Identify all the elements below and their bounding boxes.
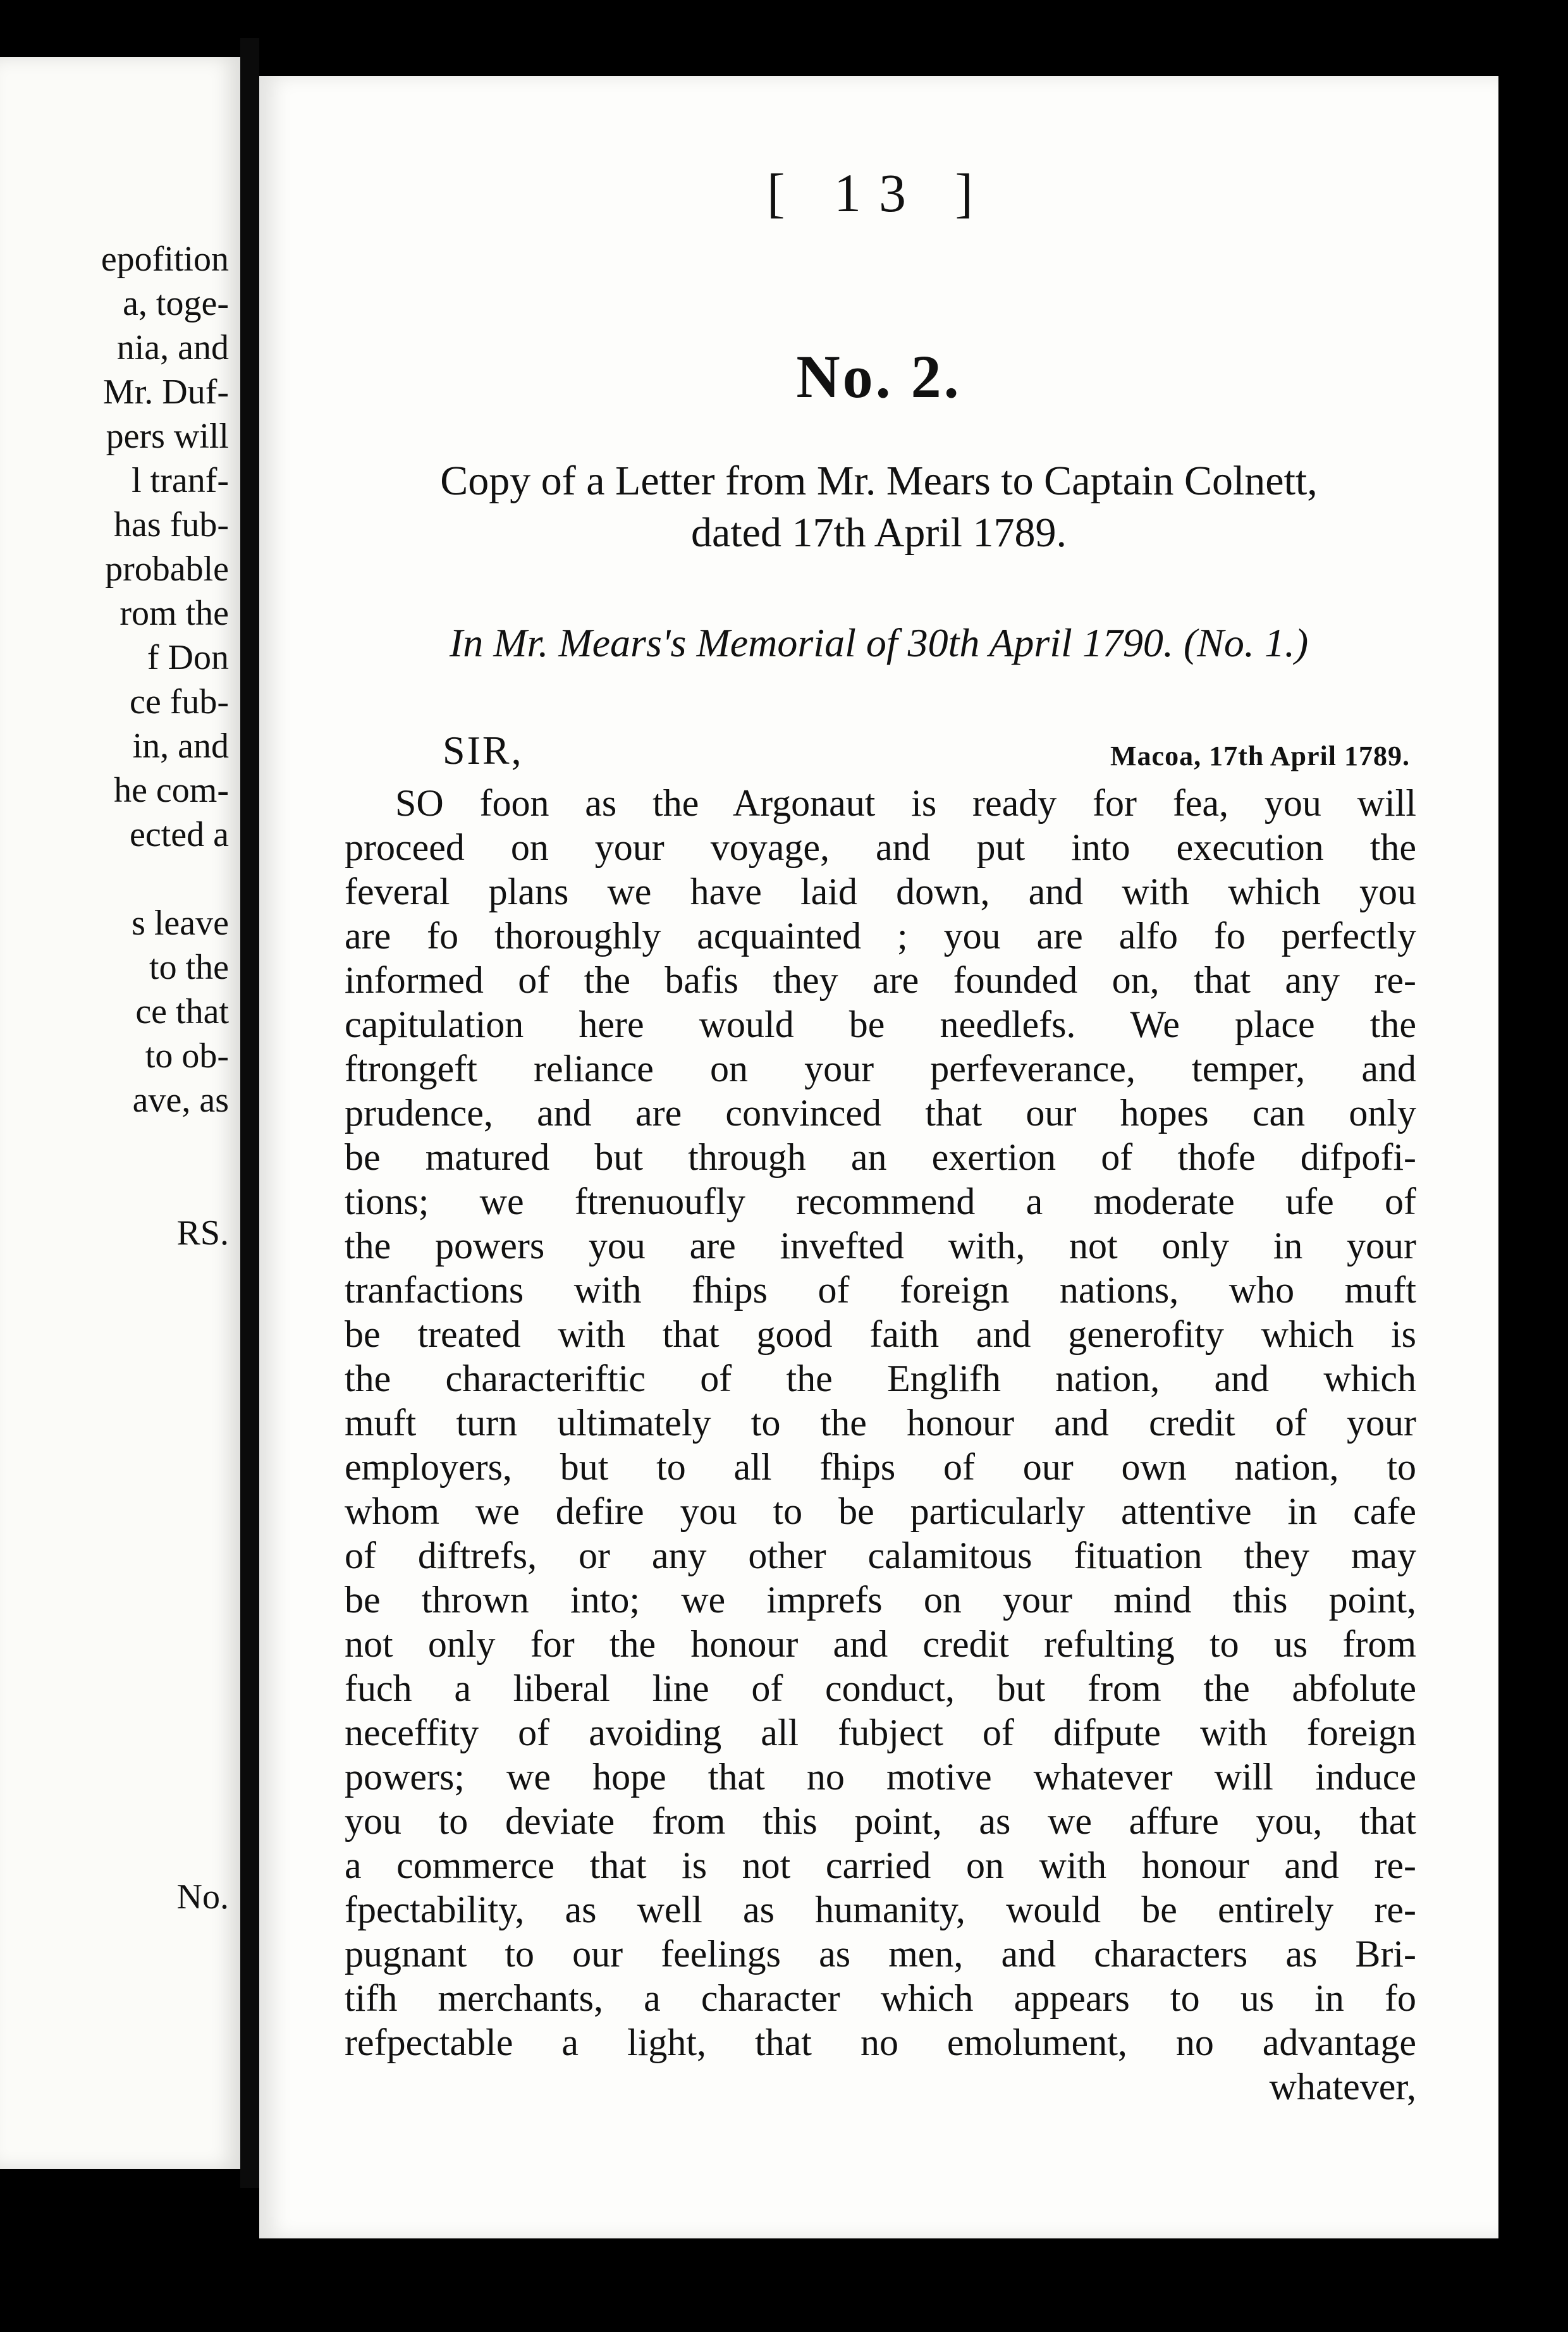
body-line: fpectability, as well as humanity, would be entirely re-: [345, 1889, 1416, 1930]
body-line: a commerce that is not carried on with honour and re-: [345, 1844, 1416, 1886]
body-line: be thrown into; we imprefs on your mind this point,: [345, 1579, 1416, 1621]
body-line: capitulation here would be needlefs. We place the: [345, 1003, 1416, 1045]
body-line: muft turn ultimately to the honour and credit of your: [345, 1402, 1416, 1444]
dateline: Macoa, 17th April 1789.: [1110, 740, 1410, 771]
letter-title-line-2: dated 17th April 1789.: [691, 510, 1067, 556]
body-line: SO foon as the Argonaut is ready for fea, you will: [395, 782, 1416, 824]
letter-title-line-1: Copy of a Letter from Mr. Mears to Captain Colnett,: [440, 458, 1318, 504]
facing-page-line: to the: [149, 948, 229, 987]
body-line: ftrongeft reliance on your perfeverance, temper, and: [345, 1048, 1416, 1089]
facing-page-line: pers will: [106, 417, 229, 456]
facing-page-line: f Don: [147, 638, 229, 677]
body-line: prudence, and are convinced that our hopes can only: [345, 1092, 1416, 1134]
body-line: pugnant to our feelings as men, and characters as Bri-: [345, 1933, 1416, 1975]
body-line: the characteriftic of the Englifh nation, and which: [345, 1358, 1416, 1399]
body-line: not only for the honour and credit refulting to us from: [345, 1623, 1416, 1665]
catchword: whatever,: [1269, 2066, 1416, 2108]
body-line: the powers you are invefted with, not only in your: [345, 1225, 1416, 1267]
facing-page-line: No.: [176, 1877, 229, 1917]
facing-page-line: to ob-: [145, 1036, 229, 1076]
facing-page-line: has fub-: [114, 505, 229, 544]
body-line: feveral plans we have laid down, and with which you: [345, 871, 1416, 912]
letter-title: [341, 455, 1416, 559]
facing-page-line: RS.: [176, 1213, 229, 1253]
book-gutter: [240, 38, 259, 2188]
facing-page-line: s leave: [132, 904, 229, 943]
facing-page-line: ected a: [130, 815, 229, 854]
facing-page-line: nia, and: [116, 328, 229, 367]
facing-page-line: he com-: [114, 771, 229, 810]
facing-page-line: epofition: [101, 240, 229, 279]
body-line: are fo thoroughly acquainted ; you are alfo fo perfectly: [345, 915, 1416, 957]
facing-page-line: ave, as: [132, 1081, 229, 1120]
body-line: refpectable a light, that no emolument, no advantage: [345, 2022, 1416, 2063]
facing-page-line: ce that: [135, 992, 229, 1031]
body-line: be matured but through an exertion of thofe difpofi-: [345, 1136, 1416, 1178]
facing-page-line: in, and: [132, 727, 229, 766]
body-line: whom we defire you to be particularly attentive in cafe: [345, 1490, 1416, 1532]
body-line: employers, but to all fhips of our own nation, to: [345, 1446, 1416, 1488]
page-number: [ 13 ]: [766, 163, 991, 223]
body-line: tranfactions with fhips of foreign nations, who muft: [345, 1269, 1416, 1311]
body-line: you to deviate from this point, as we affure you, that: [345, 1800, 1416, 1842]
body-line: be treated with that good faith and generofity which is: [345, 1313, 1416, 1355]
facing-page-line: probable: [105, 549, 229, 589]
body-line: neceffity of avoiding all fubject of difpute with foreign: [345, 1712, 1416, 1753]
document-page: [259, 76, 1498, 2238]
facing-page-line: rom the: [119, 594, 229, 633]
body-line: proceed on your voyage, and put into execution the: [345, 826, 1416, 868]
body-line: informed of the bafis they are founded on, that any re-: [345, 959, 1416, 1001]
letter-body: [345, 781, 1416, 2109]
body-line: powers; we hope that no motive whatever will induce: [345, 1756, 1416, 1798]
facing-page-line: a, toge-: [123, 284, 229, 323]
body-line: tifh merchants, a character which appears to us in fo: [345, 1977, 1416, 2019]
salutation: SIR,: [443, 728, 524, 773]
facing-page-fragment: [0, 57, 240, 2169]
facing-page-line: l tranf-: [132, 461, 229, 500]
body-line: tions; we ftrenuoufly recommend a moderate ufe of: [345, 1181, 1416, 1222]
facing-page-line: ce fub-: [129, 682, 229, 721]
body-line: of diftrefs, or any other calamitous fituation they may: [345, 1535, 1416, 1576]
memorial-reference: In Mr. Mears's Memorial of 30th April 1790. (No. 1.): [449, 620, 1309, 665]
facing-page-line: Mr. Duf-: [102, 372, 229, 412]
document-number-heading: No. 2.: [796, 343, 962, 410]
body-line: fuch a liberal line of conduct, but from the abfolute: [345, 1667, 1416, 1709]
